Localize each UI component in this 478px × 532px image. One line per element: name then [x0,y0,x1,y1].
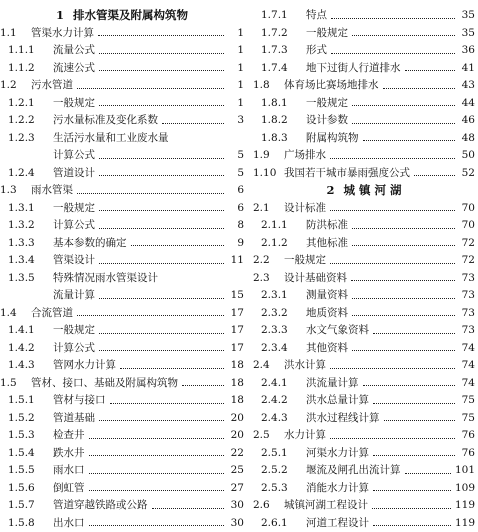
page-number: 25 [230,464,244,476]
page-number: 74 [461,376,475,389]
toc-entry [0,234,244,252]
entry-number: 2.1 [253,201,270,214]
entry-title: 洪水计算 [284,359,326,371]
toc-entry [253,94,475,112]
leader-dots [99,70,224,71]
entry-title: 管材与接口 [53,394,106,406]
page-number: 1 [237,26,244,39]
entry-title: 地下过街人行道排水 [306,61,401,74]
toc-entry [253,269,475,287]
leader-dots [77,88,224,89]
page-number: 76 [461,429,475,441]
entry-title: 流量计算 [53,289,95,301]
toc-entry [0,321,244,339]
toc-entry [0,129,244,147]
entry-title: 防洪标准 [306,219,348,231]
entry-number: 1.5.6 [8,481,35,494]
entry-title: 管渠水力计算 [31,26,94,39]
toc-entry [253,426,475,444]
leader-dots [373,490,451,491]
entry-number: 1.3.4 [8,254,35,266]
entry-number: 2.3.2 [261,306,288,319]
leader-dots [162,123,224,124]
entry-title: 污水管道 [31,79,73,91]
entry-number: 1.7.2 [261,26,288,39]
entry-title: 洪水过程线计算 [306,411,380,424]
page-number: 5 [237,166,244,179]
page-number: 44 [461,96,475,109]
toc-entry [0,41,244,59]
toc-entry [0,76,244,94]
leader-dots [330,263,455,264]
page-number: 30 [230,499,244,511]
leader-dots [77,193,224,194]
page-number: 22 [230,446,244,459]
entry-number: 1.1 [0,26,17,39]
leader-dots [363,385,456,386]
entry-title: 城镇河湖工程设计 [284,499,368,511]
toc-entry [253,286,475,304]
leader-dots [120,368,224,369]
entry-number: 1.8.3 [261,131,288,144]
toc-entry [253,76,475,94]
toc-entry [0,514,244,532]
toc-entry [0,304,244,322]
entry-number: 2.5.2 [261,464,288,476]
leader-dots [384,420,456,421]
entry-number: 1.4.2 [8,341,35,354]
page-number: 74 [461,341,475,354]
entry-number: 1.8 [253,79,270,91]
toc-entry [253,321,475,339]
entry-number: 1.5.4 [8,446,35,459]
leader-dots [352,245,455,246]
leader-dots [352,350,455,351]
entry-title: 流量公式 [53,44,95,56]
leader-dots [352,35,455,36]
entry-title: 消能水力计算 [306,481,369,494]
entry-title: 洪水总量计算 [306,394,369,406]
entry-number: 2.5 [253,429,270,441]
entry-title: 河道工程设计 [306,516,369,529]
entry-title: 特殊情况雨水管渠设计 [53,271,158,284]
leader-dots [77,315,224,316]
toc-entry [253,24,475,42]
entry-number: 1.3.1 [8,201,35,214]
toc-entry [0,339,244,357]
toc-entry [0,444,244,462]
toc-entry [253,146,475,164]
entry-title: 水力计算 [284,429,326,441]
entry-number: 1.2.2 [8,114,35,126]
page-number: 73 [461,271,475,284]
page-number: 20 [230,429,244,441]
page-number: 119 [454,516,475,529]
page-number: 73 [461,324,475,336]
page-number: 15 [230,289,244,301]
toc-entry [0,146,244,164]
leader-dots [383,88,456,89]
entry-number: 1.2.4 [8,166,35,179]
entry-number: 1.7.4 [261,61,288,74]
toc-entry [0,181,244,199]
toc-entry [253,409,475,427]
entry-number: 2 [326,183,335,197]
entry-number: 1.7.3 [261,44,288,56]
toc-entry [0,251,244,269]
entry-title: 管道基础 [53,411,95,424]
entry-title: 计算公式 [53,149,95,161]
entry-title: 洪流量计算 [306,376,359,389]
toc-entry [0,479,244,497]
leader-dots [330,438,455,439]
leader-dots [373,525,451,526]
leader-dots [99,263,224,264]
page-number: 9 [237,236,244,249]
page-number: 75 [461,411,475,424]
page-number: 74 [461,359,475,371]
entry-number: 2.4.1 [261,376,288,389]
entry-number: 1.8.1 [261,96,288,109]
entry-number: 2.3.3 [261,324,288,336]
entry-number: 1.5.1 [8,394,35,406]
toc-entry [0,356,244,374]
leader-dots [89,455,225,456]
entry-number: 1.1.2 [8,61,35,74]
entry-number: 1 [55,8,64,22]
toc-entry [253,339,475,357]
page-number: 17 [230,306,244,319]
page-number: 46 [461,114,475,126]
leader-dots [152,508,225,509]
entry-number: 1.3.3 [8,236,35,249]
page-number: 1 [237,44,244,56]
entry-title: 计算公式 [53,219,95,231]
entry-title: 堰流及闸孔出流计算 [306,464,401,476]
leader-dots [99,210,224,211]
entry-number: 2.3 [253,271,270,284]
entry-title: 河渠水力计算 [306,446,369,459]
leader-dots [405,70,456,71]
entry-number: 2.1.2 [261,236,288,249]
page-number: 70 [461,201,475,214]
entry-number: 1.5 [0,376,17,389]
entry-number: 1.9 [253,149,270,161]
toc-entry [253,59,475,77]
page-number: 50 [461,149,475,161]
page-number: 73 [461,306,475,319]
toc-entry [0,409,244,427]
toc-entry [0,164,244,182]
leader-dots [373,333,455,334]
entry-number: 1.3.2 [8,219,35,231]
entry-number: 2.5.3 [261,481,288,494]
entry-number: 2.6 [253,499,270,511]
toc-entry [253,164,475,182]
leader-dots [99,53,224,54]
page-number: 1 [237,79,244,91]
toc-entry [253,111,475,129]
toc-entry [0,426,244,444]
toc-entry [0,269,244,287]
entry-number: 2.6.1 [261,516,288,529]
leader-dots [372,508,451,509]
entry-number: 1.5.3 [8,429,35,441]
entry-title: 一般规定 [284,254,326,266]
page-number: 109 [454,481,475,494]
leader-dots [89,473,225,474]
entry-title: 管材、接口、基础及附属构筑物 [31,376,178,389]
toc-entry [253,41,475,59]
leader-dots [373,403,455,404]
entry-number: 2.4 [253,359,270,371]
entry-title: 污水量标准及变化系数 [53,114,158,126]
leader-dots [363,140,456,141]
entry-number: 1.5.8 [8,516,35,529]
entry-number: 1.3 [0,184,17,196]
entry-number: 2.4.3 [261,411,288,424]
entry-title: 特点 [306,9,327,21]
page-number: 1 [237,61,244,74]
entry-number: 1.4 [0,306,17,319]
chapter-heading [0,6,244,24]
entry-title: 出水口 [53,516,85,529]
page-number: 36 [461,44,475,56]
entry-title: 水文气象资料 [306,324,369,336]
entry-title: 设计基础资料 [284,271,347,284]
leader-dots [414,175,455,176]
toc-entry [0,374,244,392]
entry-number: 1.5.7 [8,499,35,511]
page-number: 27 [230,481,244,494]
leader-dots [373,455,455,456]
entry-number: 1.5.2 [8,411,35,424]
entry-title: 跌水井 [53,446,85,459]
entry-title: 检查井 [53,429,85,441]
entry-title: 附属构筑物 [306,131,359,144]
leader-dots [89,438,225,439]
entry-title: 合流管道 [31,306,73,319]
entry-title: 雨水管渠 [31,184,73,196]
page-number: 76 [461,446,475,459]
entry-title: 一般规定 [306,96,348,109]
toc-entry [253,304,475,322]
leader-dots [99,420,224,421]
leader-dots [331,53,455,54]
entry-number: 1.2.1 [8,96,35,109]
entry-title: 一般规定 [306,26,348,39]
entry-number: 1.10 [253,166,277,179]
page-number: 8 [237,219,244,231]
leader-dots [351,280,455,281]
toc-entry [253,216,475,234]
page-number: 5 [237,149,244,161]
leader-dots [131,245,225,246]
entry-title: 管道设计 [53,166,95,179]
leader-dots [352,228,455,229]
toc-entry [0,216,244,234]
entry-number: 1.3.5 [8,271,35,284]
toc-entry [253,374,475,392]
page-number: 75 [461,394,475,406]
entry-title: 一般规定 [53,96,95,109]
leader-dots [330,210,455,211]
entry-title: 广场排水 [284,149,326,161]
leader-dots [331,18,455,19]
toc-entry [253,514,475,532]
entry-title: 我国若干城市暴雨强度公式 [284,166,410,179]
page-number: 72 [461,254,475,266]
page-number: 52 [461,166,475,179]
entry-title: 管网水力计算 [53,359,116,371]
toc-entry [253,129,475,147]
leader-dots [352,298,455,299]
entry-title: 设计参数 [306,114,348,126]
entry-number: 2.3.1 [261,289,288,301]
toc-entry [253,356,475,374]
page-number: 11 [230,254,244,266]
entry-title: 其他资料 [306,341,348,354]
entry-title: 生活污水量和工业废水量 [53,131,169,144]
leader-dots [352,105,455,106]
toc-entry [0,496,244,514]
toc-entry [253,479,475,497]
entry-title: 计算公式 [53,341,95,354]
entry-number: 1.4.1 [8,324,35,336]
page-number: 17 [230,341,244,354]
page-number: 18 [230,394,244,406]
entry-number: 1.5.5 [8,464,35,476]
chapter-heading [253,181,475,199]
page-number: 43 [461,79,475,91]
toc-entry [0,286,244,304]
leader-dots [99,228,224,229]
leader-dots [99,350,224,351]
leader-dots [98,35,224,36]
toc-entry [253,199,475,217]
page-number: 20 [230,411,244,424]
entry-number: 1.7.1 [261,9,288,21]
page-number: 35 [461,26,475,39]
page-number: 17 [230,324,244,336]
page-number: 48 [461,131,475,144]
entry-title: 地质资料 [306,306,348,319]
entry-title: 排水管渠及附属构筑物 [73,8,188,22]
entry-title: 管道穿越铁路或公路 [53,499,148,511]
page-number: 6 [237,184,244,196]
entry-number: 1.4.3 [8,359,35,371]
entry-number: 1.2.3 [8,131,35,144]
entry-title: 雨水口 [53,464,85,476]
page-number: 73 [461,289,475,301]
toc-entry [253,6,475,24]
leader-dots [182,385,224,386]
leader-dots [352,123,455,124]
entry-title: 管渠设计 [53,254,95,266]
page-number: 119 [454,499,475,511]
entry-number: 2.3.4 [261,341,288,354]
toc-entry [0,24,244,42]
entry-number: 2.2 [253,254,270,266]
toc-entry [0,199,244,217]
page-number: 41 [461,61,475,74]
entry-title: 倒虹管 [53,481,85,494]
entry-number: 2.5.1 [261,446,288,459]
entry-title: 一般规定 [53,324,95,336]
toc-entry [253,234,475,252]
toc-entry [0,461,244,479]
entry-title: 其他标准 [306,236,348,249]
toc-entry [0,94,244,112]
leader-dots [99,333,224,334]
leader-dots [89,490,225,491]
leader-dots [99,105,224,106]
entry-title: 城 镇 河 湖 [343,183,402,197]
page-number: 18 [230,359,244,371]
leader-dots [99,298,224,299]
page-number: 3 [237,114,244,126]
entry-title: 测量资料 [306,289,348,301]
toc-entry [253,444,475,462]
leader-dots [405,473,451,474]
entry-title: 体育场比赛场地排水 [284,79,379,91]
page-number: 18 [230,376,244,389]
toc-entry [253,461,475,479]
leader-dots [99,158,224,159]
toc-entry [0,59,244,77]
page-number: 72 [461,236,475,249]
entry-title: 流速公式 [53,61,95,74]
page-number: 6 [237,201,244,214]
entry-title: 设计标准 [284,201,326,214]
toc-entry [0,111,244,129]
page-number: 101 [454,464,475,476]
toc-entry [253,391,475,409]
leader-dots [352,315,455,316]
entry-title: 基本参数的确定 [53,236,127,249]
leader-dots [99,175,224,176]
entry-number: 1.2 [0,79,17,91]
leader-dots [330,368,455,369]
entry-title: 一般规定 [53,201,95,214]
entry-number: 2.1.1 [261,219,288,231]
page-number: 70 [461,219,475,231]
leader-dots [110,403,225,404]
toc-entry [253,251,475,269]
page-number: 1 [237,96,244,109]
page-number: 35 [461,9,475,21]
entry-number: 2.4.2 [261,394,288,406]
leader-dots [89,525,225,526]
toc-entry [0,391,244,409]
toc-entry [253,496,475,514]
leader-dots [330,158,455,159]
entry-number: 1.1.1 [8,44,35,56]
page-number: 30 [230,516,244,529]
entry-title: 形式 [306,44,327,56]
entry-number: 1.8.2 [261,114,288,126]
